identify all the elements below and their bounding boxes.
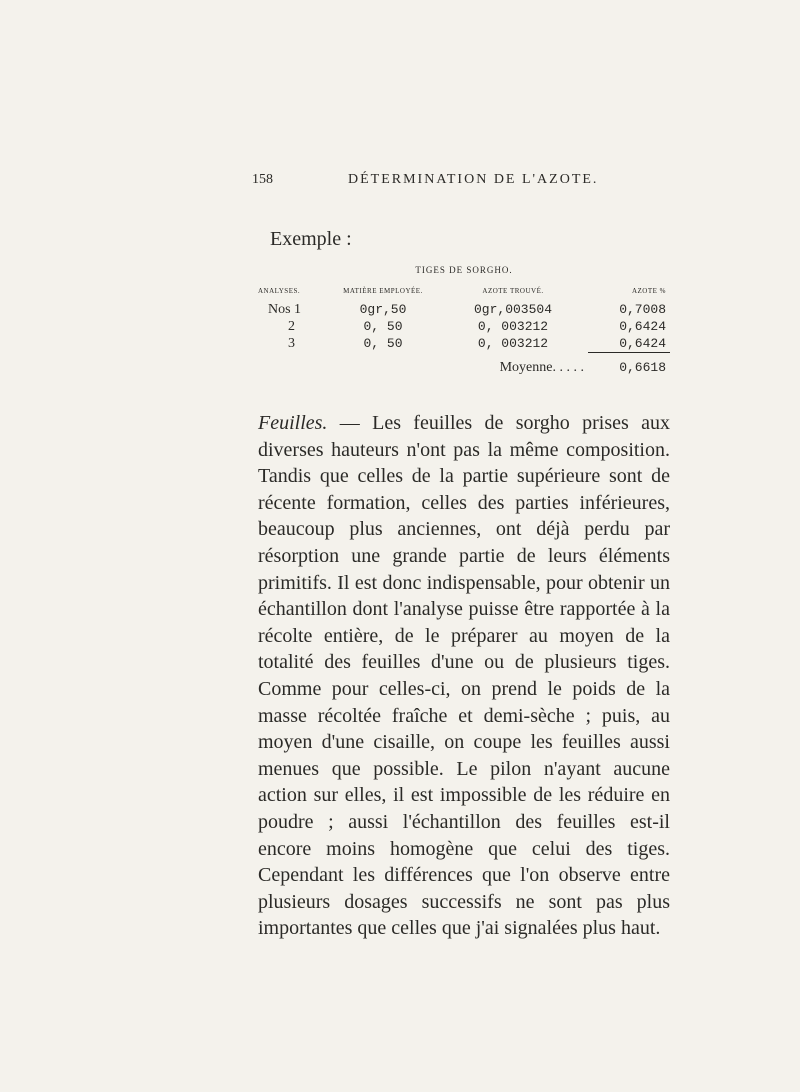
azote-cell: 0, 003212 <box>477 319 549 334</box>
pct-cell: 0,6424 <box>619 319 666 334</box>
body-paragraph <box>258 410 670 942</box>
matiere-cell: 0gr,50 <box>359 302 407 317</box>
paragraph-text: — Les feuilles de sorgho prises aux diverses hauteurs n'ont pas la même composition. Tandis que celles de la partie supérieure sont de récente formation, celles des parties inférieures, beaucoup plus anciennes, ont déjà perdu par résorption une grande partie de leurs éléments primitifs. Il est donc indispensable, pour obtenir un échantillon dont l'analyse puisse être rapportée à la récolte entière, de le préparer au moyen de la totalité des feuilles d'une ou de plusieurs tiges. Comme pour celles-ci, on prend le poids de la masse récoltée fraîche et demi-sèche ; puis, au moyen d'une cisaille, on coupe les feuilles aussi menues que possible. Le pilon n'ayant aucune action sur elles, il est impossible de les réduire en poudre ; aussi l'échantillon des feuilles est-il encore moins homogène que celui des tiges. Cependant les différences que l'on observe entre plusieurs dosages successifs ne sont pas plus importantes que celles que j'ai signalées plus haut. <box>258 412 670 940</box>
azote-cell: 0gr,003504 <box>473 302 552 317</box>
pct-cell: 0,6424 <box>588 335 670 353</box>
column-header-azote-pct: AZOTE % <box>631 287 666 295</box>
column-header-analyses: ANALYSES. <box>258 287 301 295</box>
table-title: TIGES DE SORGHO. <box>415 265 513 275</box>
page-number: 158 <box>252 172 273 187</box>
running-header <box>252 172 670 200</box>
table-row <box>258 335 670 353</box>
azote-cell: 0, 003212 <box>477 336 549 352</box>
table-header-row <box>258 287 670 301</box>
average-value: 0,6618 <box>619 360 666 375</box>
page <box>252 172 670 942</box>
pct-cell: 0,7008 <box>619 302 666 317</box>
row-label: 2 <box>288 319 295 334</box>
column-header-matiere: MATIÈRE EMPLOYÉE. <box>343 287 423 295</box>
average-label: Moyenne. . . . . <box>499 359 584 375</box>
running-title: DÉTERMINATION DE L'AZOTE. <box>348 172 599 187</box>
row-label: 3 <box>288 336 295 352</box>
matiere-cell: 0, 50 <box>363 319 403 334</box>
average-row <box>258 353 670 377</box>
table-row <box>258 318 670 335</box>
table-row <box>258 301 670 318</box>
example-label: Exemple : <box>270 228 352 250</box>
row-label: Nos 1 <box>268 302 302 317</box>
paragraph-lead: Feuilles. <box>258 412 328 434</box>
matiere-cell: 0, 50 <box>363 336 403 352</box>
analysis-table <box>258 287 670 376</box>
column-header-azote-trouve: AZOTE TROUVÉ. <box>482 287 544 295</box>
